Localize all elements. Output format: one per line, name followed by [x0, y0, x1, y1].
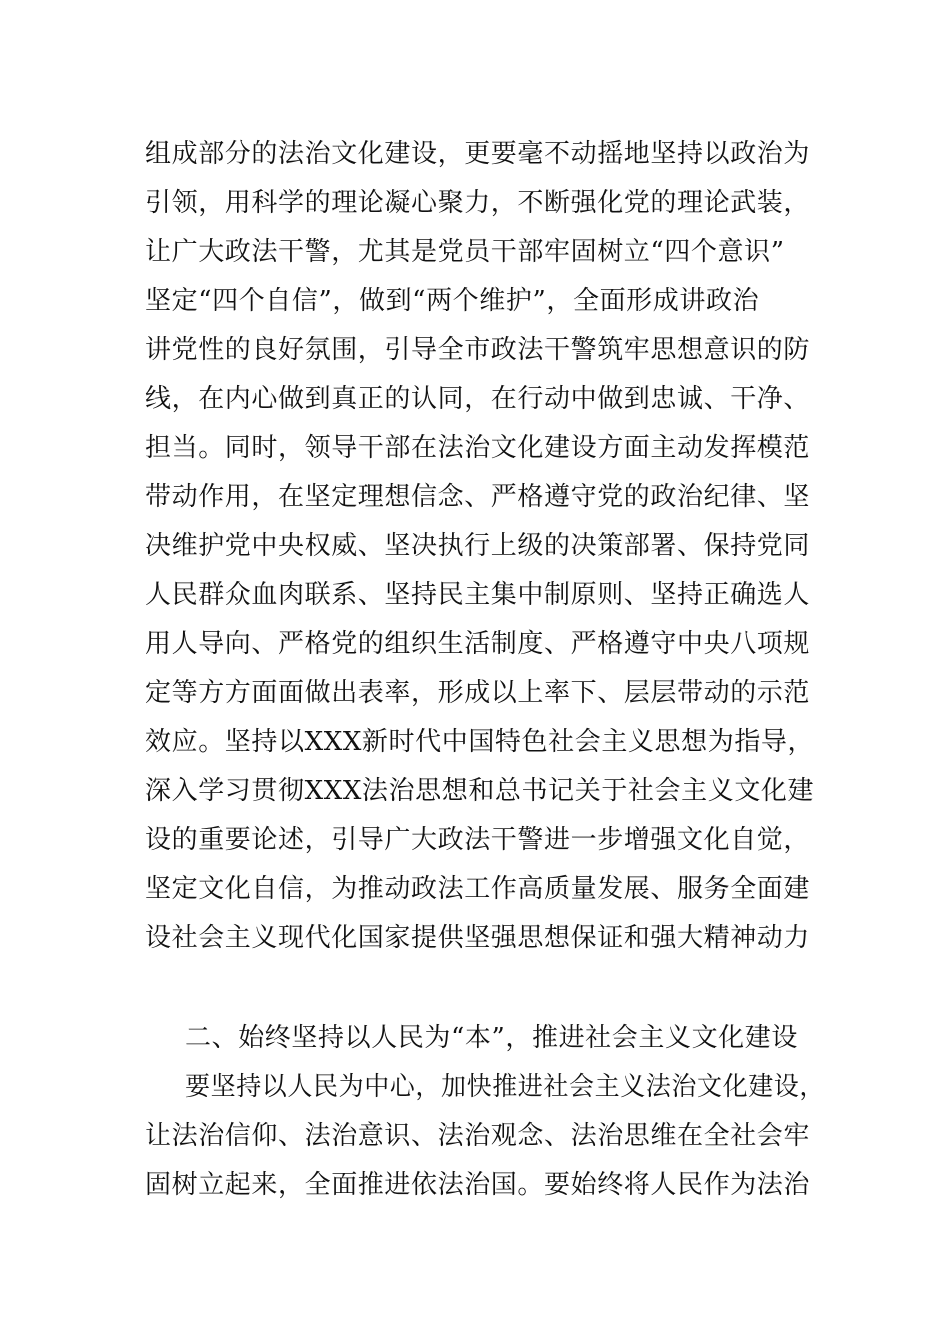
text-line: 担当。同时，领导干部在法治文化建设方面主动发挥模范 [145, 433, 811, 463]
section-heading: 二、始终坚持以人民为“本”，推进社会主义文化建设 [185, 1023, 798, 1053]
text-line: 让广大政法干警，尤其是党员干部牢固树立“四个意识” [145, 237, 785, 267]
text-line: 设社会主义现代化国家提供坚强思想保证和强大精神动力 [145, 923, 811, 953]
text-line: 带动作用，在坚定理想信念、严格遵守党的政治纪律、坚 [145, 482, 811, 512]
text-line: 定等方方面面做出表率，形成以上率下、层层带动的示范 [145, 678, 811, 708]
text-line: 坚定文化自信，为推动政法工作高质量发展、服务全面建 [145, 874, 811, 904]
text-line: 讲党性的良好氛围，引导全市政法干警筑牢思想意识的防 [145, 335, 811, 365]
text-line: 要坚持以人民为中心，加快推进社会主义法治文化建设， [185, 1072, 826, 1102]
text-line: 深入学习贯彻XXX法治思想和总书记关于社会主义文化建 [145, 776, 815, 806]
text-line: 效应。坚持以XXX新时代中国特色社会主义思想为指导， [145, 727, 815, 757]
text-line: 人民群众血肉联系、坚持民主集中制原则、坚持正确选人 [145, 580, 811, 610]
text-line: 决维护党中央权威、坚决执行上级的决策部署、保持党同 [145, 531, 811, 561]
text-line: 线，在内心做到真正的认同，在行动中做到忠诚、干净、 [145, 384, 811, 414]
text-line: 组成部分的法治文化建设，更要毫不动摇地坚持以政治为 [145, 139, 811, 169]
text-line: 用人导向、严格党的组织生活制度、严格遵守中央八项规 [145, 629, 811, 659]
text-line: 引领，用科学的理论凝心聚力，不断强化党的理论武装， [145, 188, 811, 218]
text-line: 固树立起来，全面推进依法治国。要始终将人民作为法治 [145, 1170, 811, 1200]
text-line: 坚定“四个自信”，做到“两个维护”，全面形成讲政治 [145, 286, 760, 316]
text-line: 设的重要论述，引导广大政法干警进一步增强文化自觉， [145, 825, 811, 855]
text-line: 让法治信仰、法治意识、法治观念、法治思维在全社会牢 [145, 1121, 811, 1151]
